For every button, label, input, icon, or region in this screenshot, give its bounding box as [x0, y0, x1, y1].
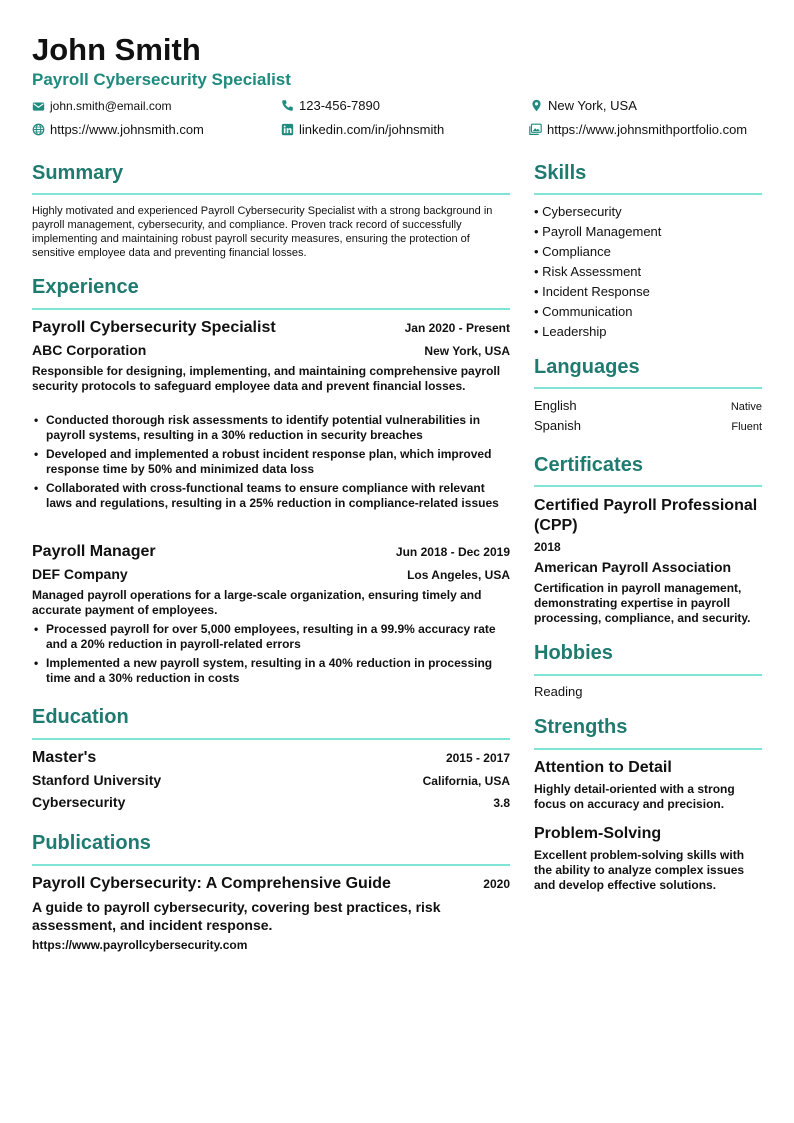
job-2-header: [32, 543, 510, 561]
list-item: • Processed payroll for over 5,000 employees, resulting in a 99.9% accuracy rate and a 20% reduction in payroll-related errors: [32, 622, 512, 652]
location-pin-icon: [530, 99, 543, 112]
skill-item: • Compliance: [534, 244, 611, 259]
list-item: • Developed and implemented a robust incident response plan, which improved response time by 50% and minimized data loss: [32, 447, 507, 477]
list-item: • Implemented a new payroll system, resulting in a 40% reduction in processing time and a 30% reduction in costs: [32, 656, 512, 686]
education-heading: Education: [32, 706, 129, 728]
job-1-bullets: [32, 413, 507, 515]
job-1-location: New York, USA: [424, 344, 510, 358]
job-1-position: Payroll Cybersecurity Specialist: [32, 319, 276, 336]
phone-text: 123-456-7890: [299, 98, 380, 113]
education-header: [32, 749, 510, 767]
language-level: Fluent: [731, 421, 762, 433]
summary-heading: Summary: [32, 162, 124, 184]
candidate-role: Payroll Cybersecurity Specialist: [32, 70, 291, 89]
publications-divider: [32, 864, 510, 866]
education-school-row: [32, 772, 510, 788]
skills-heading: Skills: [534, 162, 587, 184]
certificate-1-year: 2018: [534, 540, 561, 554]
list-item: • Collaborated with cross-functional teams to ensure compliance with relevant laws and regulations, resulting in a 25% reduction in compliance-related issues: [32, 481, 507, 511]
certificates-heading: Certificates: [534, 454, 643, 476]
strength-1-description: Highly detail-oriented with a strong focus on accuracy and precision.: [534, 782, 735, 811]
education-dates: 2015 - 2017: [445, 751, 510, 765]
linkedin-icon: [281, 123, 294, 136]
globe-icon: [32, 123, 45, 136]
publication-1-title: Payroll Cybersecurity: A Comprehensive Guide: [32, 875, 391, 892]
publication-1-url[interactable]: https://www.payrollcybersecurity.com: [32, 938, 248, 952]
language-level: Native: [730, 401, 762, 413]
publication-1-year: 2020: [483, 877, 510, 891]
contact-email[interactable]: [32, 99, 172, 113]
hobbies-heading: Hobbies: [534, 642, 613, 664]
contact-linkedin[interactable]: [281, 122, 444, 137]
job-2-bullets: [32, 622, 512, 690]
education-degree: Master's: [32, 749, 97, 766]
publication-1-header: [32, 875, 510, 893]
candidate-name: John Smith: [32, 32, 201, 67]
contact-location: [530, 98, 637, 113]
language-name: English: [534, 398, 577, 413]
strength-2-description: Excellent problem-solving skills with the ability to analyze complex issues and develop effective solutions.: [534, 848, 745, 892]
contact-portfolio[interactable]: [529, 122, 747, 137]
portfolio-text: https://www.johnsmithportfolio.com: [547, 122, 748, 137]
location-text: New York, USA: [548, 98, 637, 113]
publications-heading: Publications: [32, 832, 151, 854]
certificate-1-description: Certification in payroll management, demonstrating expertise in payroll processing, compliance, and security.: [534, 581, 751, 625]
skill-item: • Communication: [534, 304, 633, 319]
job-1-subheader: [32, 342, 510, 358]
website-text: https://www.johnsmith.com: [50, 122, 204, 137]
education-gpa: 3.8: [493, 796, 510, 810]
languages-heading: Languages: [534, 356, 640, 378]
skill-item: • Payroll Management: [534, 224, 661, 239]
certificate-1-issuer: American Payroll Association: [534, 559, 732, 575]
hobby-item: Reading: [534, 684, 583, 699]
languages-divider: [534, 387, 762, 389]
language-row: [534, 418, 762, 433]
portfolio-image-icon: [529, 123, 542, 136]
contact-phone[interactable]: [281, 98, 380, 113]
skill-item: • Cybersecurity: [534, 204, 622, 219]
publication-1-description: A guide to payroll cybersecurity, covering best practices, risk assessment, and incident response.: [32, 899, 441, 933]
job-2-position: Payroll Manager: [32, 543, 156, 560]
strengths-heading: Strengths: [534, 716, 628, 738]
education-divider: [32, 738, 510, 740]
job-1-description: Responsible for designing, implementing, and maintaining comprehensive payroll security protocols to safeguard employee data and prevent financial losses.: [32, 364, 501, 393]
job-2-company: DEF Company: [32, 566, 128, 582]
skill-item: • Incident Response: [534, 284, 650, 299]
experience-divider: [32, 308, 510, 310]
job-1-dates: Jan 2020 - Present: [404, 321, 510, 335]
certificates-divider: [534, 485, 762, 487]
phone-icon: [281, 99, 294, 112]
language-name: Spanish: [534, 418, 581, 433]
job-2-dates: Jun 2018 - Dec 2019: [395, 545, 510, 559]
email-text: john.smith@email.com: [50, 99, 172, 113]
language-row: [534, 398, 762, 413]
job-2-subheader: [32, 566, 510, 582]
list-item: • Conducted thorough risk assessments to identify potential vulnerabilities in payroll systems, resulting in a 30% reduction in security breaches: [32, 413, 507, 443]
job-2-location: Los Angeles, USA: [407, 568, 510, 582]
contact-website[interactable]: [32, 122, 204, 137]
education-location: California, USA: [422, 774, 510, 788]
skill-item: • Leadership: [534, 324, 607, 339]
summary-divider: [32, 193, 510, 195]
certificate-1-name: Certified Payroll Professional (CPP): [534, 497, 758, 534]
education-field: Cybersecurity: [32, 794, 126, 810]
strengths-divider: [534, 748, 762, 750]
linkedin-text: linkedin.com/in/johnsmith: [299, 122, 445, 137]
hobbies-divider: [534, 674, 762, 676]
experience-heading: Experience: [32, 276, 139, 298]
job-2-description: Managed payroll operations for a large-scale organization, ensuring timely and accurate payment of employees.: [32, 588, 482, 617]
email-icon: [32, 100, 45, 113]
skills-divider: [534, 193, 762, 195]
job-1-header: [32, 319, 510, 337]
skill-item: • Risk Assessment: [534, 264, 641, 279]
education-field-row: [32, 794, 510, 810]
summary-text: Highly motivated and experienced Payroll Cybersecurity Specialist with a strong background in payroll management, cybersecurity, and compliance. Proven track record of successfully implementing and maintaining robust payroll security measures, ensuring the protection of sensitive employee data and preventing financial losses.: [32, 205, 493, 259]
job-1-company: ABC Corporation: [32, 342, 147, 358]
education-school: Stanford University: [32, 772, 162, 788]
strength-1-name: Attention to Detail: [534, 759, 672, 776]
strength-2-name: Problem-Solving: [534, 825, 662, 842]
